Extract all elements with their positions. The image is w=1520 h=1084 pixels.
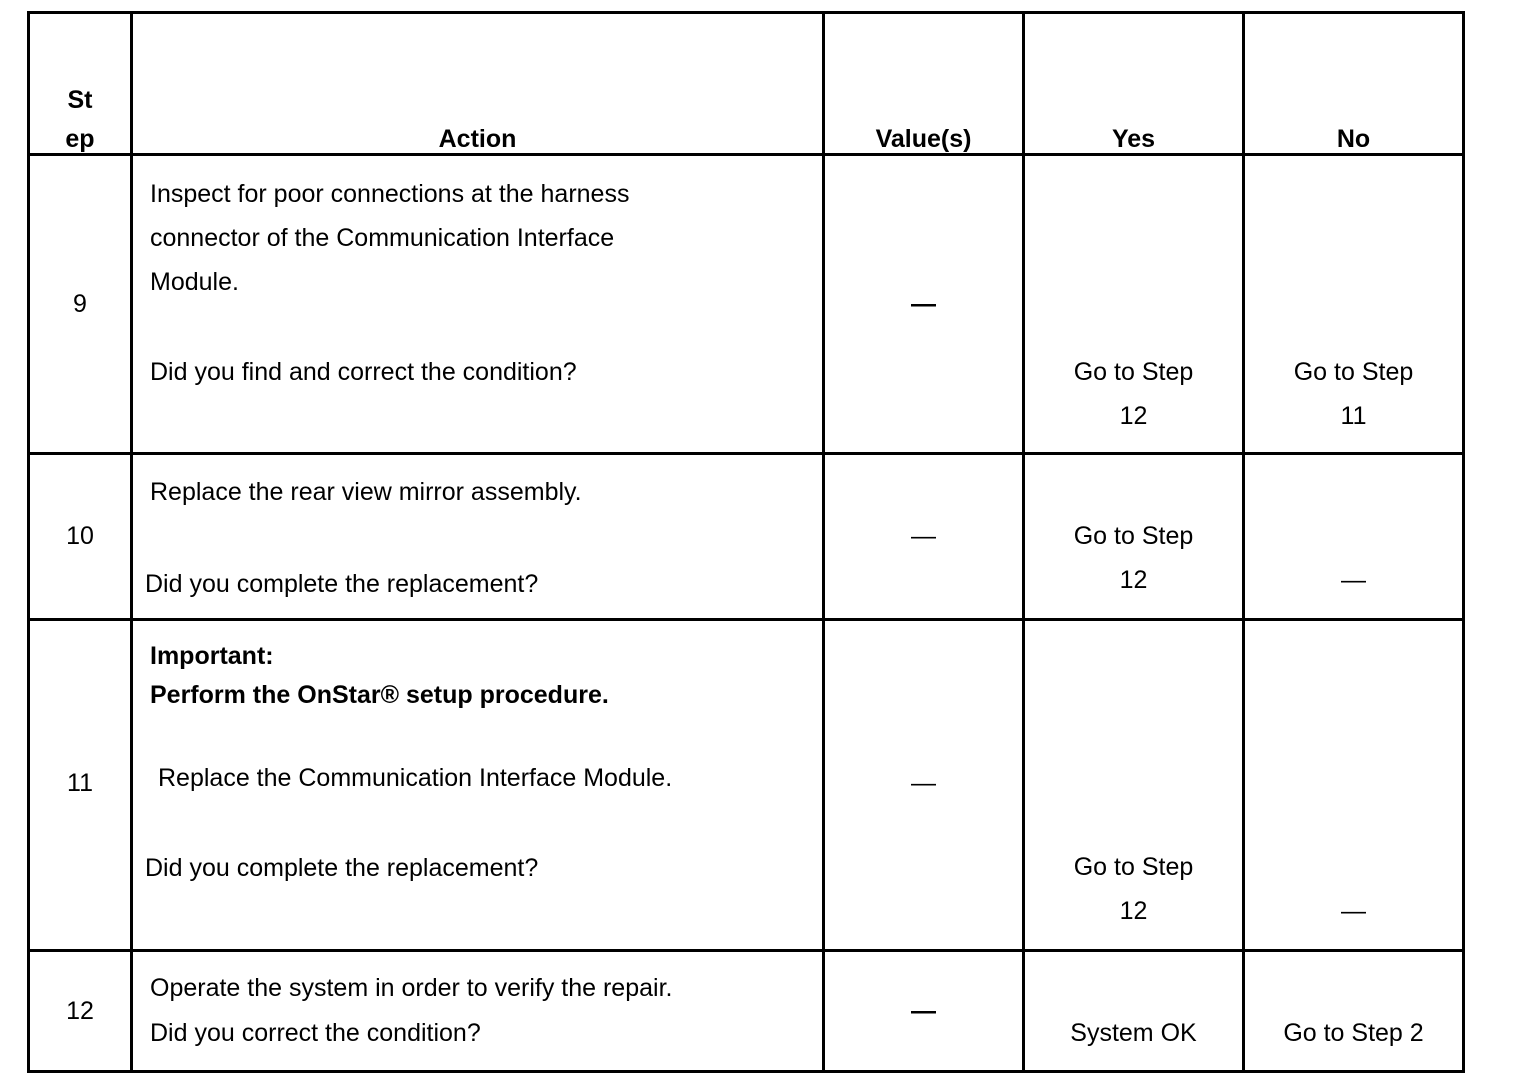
question-text: Did you complete the replacement? bbox=[145, 854, 539, 882]
yes-cell bbox=[1024, 155, 1244, 454]
value-cell bbox=[824, 155, 1024, 454]
value-cell bbox=[824, 454, 1024, 620]
important-text: Perform the OnStar® setup procedure. bbox=[150, 681, 609, 709]
header-step-line1: St bbox=[67, 86, 93, 114]
yes-text: Go to Step bbox=[1073, 358, 1194, 386]
no-step-number: 11 bbox=[1340, 402, 1367, 430]
value-cell bbox=[824, 620, 1024, 951]
no-dash: — bbox=[1341, 897, 1366, 925]
step-cell bbox=[29, 620, 132, 951]
header-step-line2: ep bbox=[65, 125, 95, 153]
yes-text: System OK bbox=[1070, 1019, 1197, 1047]
header-step bbox=[29, 13, 132, 155]
no-cell bbox=[1244, 951, 1464, 1072]
action-cell bbox=[132, 951, 824, 1072]
important-label: Important: bbox=[150, 642, 274, 670]
step-number: 12 bbox=[66, 997, 94, 1025]
header-action-label: Action bbox=[438, 125, 517, 153]
value-cell bbox=[824, 951, 1024, 1072]
header-yes bbox=[1024, 13, 1244, 155]
action-text: Operate the system in order to verify the repair. bbox=[150, 974, 673, 1002]
header-values bbox=[824, 13, 1024, 155]
table-row bbox=[29, 155, 1464, 454]
value-dash: — bbox=[911, 997, 936, 1025]
question-text: Did you correct the condition? bbox=[150, 1019, 481, 1047]
no-cell bbox=[1244, 620, 1464, 951]
header-no-label: No bbox=[1336, 125, 1371, 153]
step-cell bbox=[29, 454, 132, 620]
step-cell bbox=[29, 951, 132, 1072]
no-cell bbox=[1244, 454, 1464, 620]
header-action bbox=[132, 13, 824, 155]
header-row bbox=[29, 13, 1464, 155]
table-row bbox=[29, 951, 1464, 1072]
question-text: Did you find and correct the condition? bbox=[150, 358, 577, 386]
value-dash: — bbox=[911, 290, 936, 318]
diagnostic-table bbox=[27, 11, 1465, 1073]
action-text: Replace the rear view mirror assembly. bbox=[150, 478, 582, 506]
header-yes-label: Yes bbox=[1111, 125, 1156, 153]
yes-text: Go to Step bbox=[1073, 522, 1194, 550]
yes-step-number: 12 bbox=[1119, 897, 1148, 925]
header-values-label: Value(s) bbox=[875, 125, 972, 153]
action-text: Inspect for poor connections at the harness bbox=[150, 180, 630, 208]
table-row bbox=[29, 620, 1464, 951]
yes-cell bbox=[1024, 620, 1244, 951]
yes-cell bbox=[1024, 951, 1244, 1072]
action-text: connector of the Communication Interface bbox=[150, 224, 615, 252]
yes-step-number: 12 bbox=[1119, 402, 1148, 430]
step-number: 11 bbox=[67, 769, 93, 797]
action-cell bbox=[132, 620, 824, 951]
header-no bbox=[1244, 13, 1464, 155]
yes-text: Go to Step bbox=[1073, 853, 1194, 881]
action-text: Module. bbox=[150, 268, 239, 296]
yes-step-number: 12 bbox=[1119, 566, 1148, 594]
action-cell bbox=[132, 155, 824, 454]
no-dash: — bbox=[1341, 566, 1366, 594]
yes-cell bbox=[1024, 454, 1244, 620]
no-text: Go to Step 2 bbox=[1283, 1019, 1424, 1047]
step-cell bbox=[29, 155, 132, 454]
step-number: 9 bbox=[73, 290, 87, 318]
question-text: Did you complete the replacement? bbox=[145, 570, 539, 598]
value-dash: — bbox=[911, 769, 936, 797]
no-text: Go to Step bbox=[1293, 358, 1414, 386]
action-cell bbox=[132, 454, 824, 620]
table-row bbox=[29, 454, 1464, 620]
value-dash: — bbox=[911, 522, 936, 550]
no-cell bbox=[1244, 155, 1464, 454]
action-text: Replace the Communication Interface Module. bbox=[158, 764, 673, 792]
step-number: 10 bbox=[66, 522, 94, 550]
